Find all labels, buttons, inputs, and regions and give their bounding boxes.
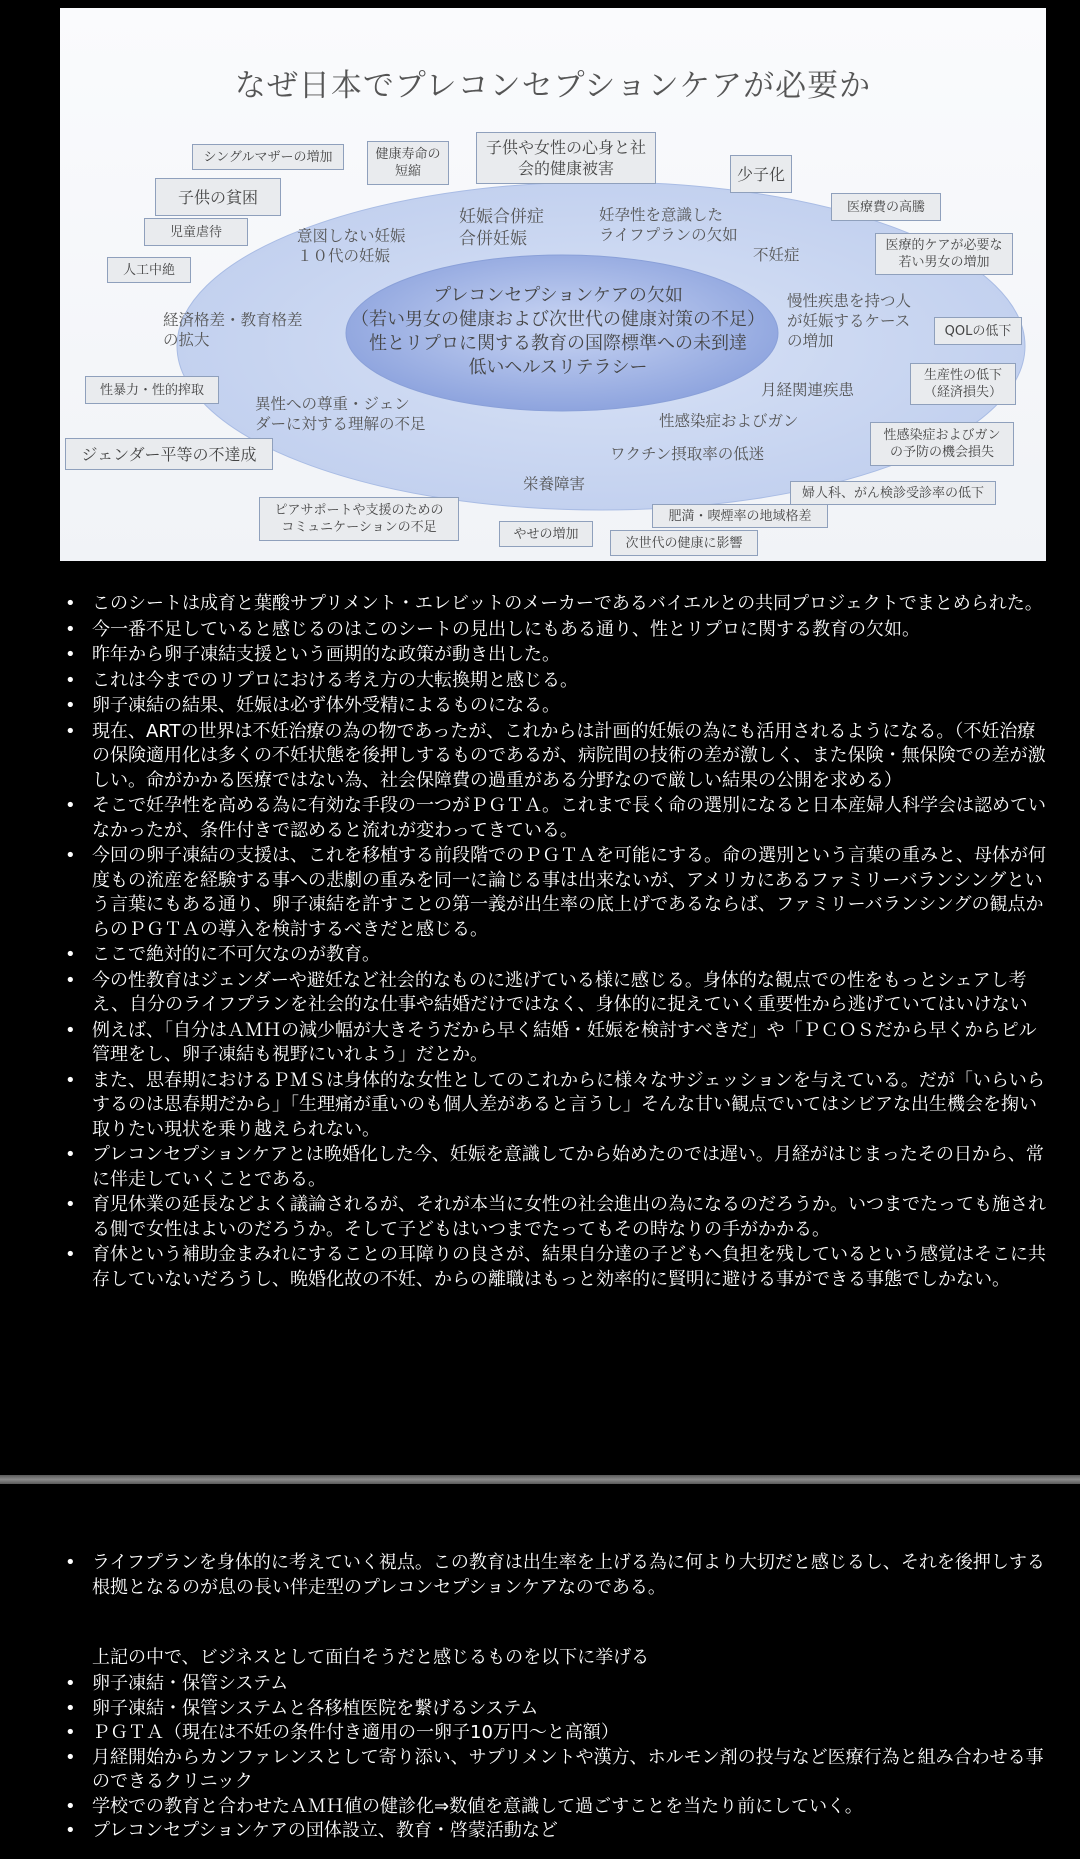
box-sti-prevention: 性感染症およびガン の予防の機会損失 bbox=[870, 422, 1014, 466]
notes-section-1 bbox=[62, 592, 1047, 1293]
label-economic-gap: 経済格差・教育格差 の拡大 bbox=[163, 311, 303, 349]
label-pregnancy-complications: 妊娠合併症 合併妊娠 bbox=[459, 207, 544, 249]
top-strip bbox=[0, 0, 1080, 8]
list-item: • 学校での教育と合わせたＡＭＨ値の健診化⇒数値を意識して過ごすことを当たり前にしていく。 bbox=[62, 1795, 1047, 1820]
label-menstrual-disorders: 月経関連疾患 bbox=[761, 381, 855, 399]
note-item: • 昨年から卵子凍結支援という画期的な政策が動き出した。 bbox=[62, 643, 1047, 668]
label-infertility: 不妊症 bbox=[753, 246, 800, 264]
note-item: • プレコンセプションケアとは晩婚化した今、妊娠を意識してから始めたのでは遅い。月経がはじまったその日から、常に伴走していくことである。 bbox=[62, 1143, 1047, 1192]
box-abortion: 人工中絶 bbox=[107, 257, 191, 283]
box-single-mother: シングルマザーの増加 bbox=[192, 144, 344, 170]
label-sti-cancer: 性感染症およびガン bbox=[659, 412, 799, 430]
box-child-poverty: 子供の貧困 bbox=[155, 178, 281, 216]
note-item: • このシートは成育と葉酸サプリメント・エレビットのメーカーであるバイエルとの共同プロジェクトでまとめられた。 bbox=[62, 592, 1047, 617]
business-ideas-intro: 上記の中で、ビジネスとして面白そうだと感じるものを以下に挙げる bbox=[92, 1647, 650, 1668]
label-gender-respect: 異性への尊重・ジェン ダーに対する理解の不足 bbox=[255, 395, 426, 433]
list-item: • ＰＧＴＡ（現在は不妊の条件付き適用の一卵子10万円〜と高額） bbox=[62, 1721, 1047, 1746]
box-low-birthrate: 少子化 bbox=[730, 155, 792, 193]
note-item: • 今回の卵子凍結の支援は、これを移植する前段階でのＰＧＴＡを可能にする。命の選別という言葉の重みと、母体が何度もの流産を経験する事への悲劇の重みを同一に論じる事は出来ないが、アメリカにあるファミリーバランシングという言葉にもある通り、卵子凍結を許すことの第一義が出生率の底上げであるならば、ファミリーバランシングの観点からのＰＧＴＡの導入を検討するべきだと感じる。 bbox=[62, 844, 1047, 942]
note-item: • また、思春期におけるＰＭＳは身体的な女性としてのこれからに様々なサジェッションを与えている。だが「いらいらするのは思春期だから」「生理痛が重いのも個人差があると言うし」そんな甘い観点でいてはシビアな出生機会を掬い取りたい現状を乗り越えられない。 bbox=[62, 1069, 1047, 1143]
box-thinness: やせの増加 bbox=[499, 521, 593, 547]
page-separator bbox=[0, 1475, 1080, 1484]
note-item: • 今の性教育はジェンダーや避妊など社会的なものに逃げている様に感じる。身体的な観点での性をもっとシェアし考え、自分のライフプランを社会的な仕事や結婚だけではなく、身体的に捉えていく重要性から逃げていてはいけない bbox=[62, 969, 1047, 1018]
business-ideas-list bbox=[62, 1672, 1047, 1844]
box-medical-cost: 医療費の高騰 bbox=[831, 193, 941, 221]
label-chronic-disease: 慢性疾患を持つ人 が妊娠するケース の増加 bbox=[787, 292, 912, 350]
note-item: • ここで絶対的に不可欠なのが教育。 bbox=[62, 943, 1047, 968]
list-item: • プレコンセプションケアの団体設立、教育・啓蒙活動など bbox=[62, 1819, 1047, 1844]
box-productivity: 生産性の低下 （経済損失） bbox=[910, 363, 1016, 405]
note-item: • 今一番不足していると感じるのはこのシートの見出しにもある通り、性とリプロに関する教育の欠如。 bbox=[62, 618, 1047, 643]
diagram-title: なぜ日本でプレコンセプションケアが必要か bbox=[234, 68, 872, 104]
box-screening: 婦人科、がん検診受診率の低下 bbox=[790, 481, 996, 505]
box-child-abuse: 児童虐待 bbox=[144, 218, 248, 246]
box-obesity-smoking: 肥満・喫煙率の地域格差 bbox=[652, 504, 828, 528]
box-health-damage: 子供や女性の心身と社 会的健康被害 bbox=[476, 132, 656, 184]
label-lifeplan-lack: 妊孕性を意識した ライフプランの欠如 bbox=[599, 206, 738, 244]
note-item: • 例えば、「自分はＡＭＨの減少幅が大きそうだから早く結婚・妊娠を検討すべきだ」や「ＰＣＯＳだから早くからピル管理をし、卵子凍結も視野にいれよう」だとか。 bbox=[62, 1019, 1047, 1068]
diagram-figure bbox=[60, 8, 1046, 561]
box-qol: QOLの低下 bbox=[934, 317, 1022, 345]
list-item: • 卵子凍結・保管システムと各移植医院を繋げるシステム bbox=[62, 1697, 1047, 1722]
box-peer-support: ピアサポートや支援のための コミュニケーションの不足 bbox=[259, 497, 459, 541]
label-nutrition: 栄養障害 bbox=[523, 475, 586, 493]
label-unintended-pregnancy: 意図しない妊娠 １０代の妊娠 bbox=[297, 227, 406, 265]
box-life-expectancy: 健康寿命の 短縮 bbox=[367, 141, 449, 185]
note-item: • そこで妊孕性を高める為に有効な手段の一つがＰＧＴＡ。これまで長く命の選別になると日本産婦人科学会は認めていなかったが、条件付きで認めると流れが変わってきている。 bbox=[62, 794, 1047, 843]
label-vaccine-rate: ワクチン摂取率の低迷 bbox=[610, 445, 765, 463]
note-item: • 卵子凍結の結果、妊娠は必ず体外受精によるものになる。 bbox=[62, 694, 1047, 719]
box-sexual-violence: 性暴力・性的搾取 bbox=[85, 376, 219, 404]
list-item: • 月経開始からカンファレンスとして寄り添い、サプリメントや漢方、ホルモン剤の投与など医療行為と組み合わせる事のできるクリニック bbox=[62, 1746, 1047, 1795]
notes-section-2 bbox=[62, 1551, 1047, 1600]
note-item: • 現在、ARTの世界は不妊治療の為の物であったが、これからは計画的妊娠の為にも活用されるようになる。（不妊治療の保険適用化は多くの不妊状態を後押しするものであるが、病院間の技術の差が激しく、また保険・無保険での差が激しい。命がかかる医療ではない為、社会保障費の過重がある分野なので厳しい結果の公開を求める） bbox=[62, 720, 1047, 794]
note-item: • これは今までのリプロにおける考え方の大転換期と感じる。 bbox=[62, 669, 1047, 694]
list-item: • 卵子凍結・保管システム bbox=[62, 1672, 1047, 1697]
note-item: • ライフプランを身体的に考えていく視点。この教育は出生率を上げる為に何より大切だと感じるし、それを後押しする根拠となるのが息の長い伴走型のプレコンセプションケアなのである。 bbox=[62, 1551, 1047, 1600]
box-gender-equality: ジェンダー平等の不達成 bbox=[65, 438, 273, 470]
center-text: プレコンセプションケアの欠如 （若い男女の健康および次世代の健康対策の不足） 性とリプロに関する教育の国際標準への未到達 低いヘルスリテラシー bbox=[351, 285, 765, 378]
note-item: • 育休という補助金まみれにすることの耳障りの良さが、結果自分達の子どもへ負担を残しているという感覚はそこに共存していないだろうし、晩婚化故の不妊、からの離職はもっと効率的に賢明に避ける事ができる事態でしかない。 bbox=[62, 1243, 1047, 1292]
box-medical-care-need: 医療的ケアが必要な 若い男女の増加 bbox=[875, 233, 1013, 275]
note-item: • 育児休業の延長などよく議論されるが、それが本当に女性の社会進出の為になるのだろうか。いつまでたっても施される側で女性はよいのだろうか。そして子どもはいつまでたってもその時なりの手がかかる。 bbox=[62, 1193, 1047, 1242]
box-next-generation: 次世代の健康に影響 bbox=[610, 530, 758, 556]
